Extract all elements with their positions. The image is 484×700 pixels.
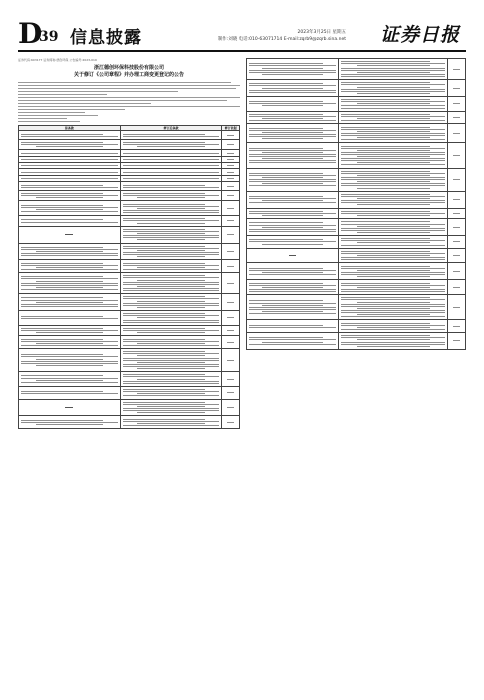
table-row [247, 248, 466, 263]
table-row [19, 190, 240, 201]
section-title: 信息披露 [70, 28, 142, 48]
editor-contact: 制作:刘晓 电话:010-63071714 E-mail:zqrb9@zqrb.sina.net [217, 37, 346, 42]
table-row [19, 182, 240, 190]
table-row [19, 216, 240, 227]
table-row [19, 372, 240, 387]
table-row [19, 201, 240, 216]
table-row [19, 325, 240, 336]
page-number: 39 [39, 29, 59, 45]
company-name: 浙江德创环保科技股份有限公司 [93, 65, 164, 72]
announcement-title [18, 65, 240, 78]
table-row [19, 226, 240, 243]
page-header [18, 17, 466, 50]
table-row [19, 310, 240, 325]
table-row [19, 243, 240, 260]
issue-date: 2023年3月25日 星期五 [297, 30, 346, 35]
amendment-table-left [18, 125, 240, 429]
table-row [247, 295, 466, 320]
announcement-info-line: 证券代码:603177 证券简称:德创环保 公告编号:2023-019 [18, 58, 97, 62]
newspaper-logo: 证券日报 [379, 24, 460, 46]
table-row [247, 96, 466, 111]
amendment-table-right [246, 58, 466, 350]
table-row [19, 260, 240, 273]
table-row [247, 320, 466, 333]
left-column [18, 58, 240, 684]
table-row [19, 131, 240, 139]
table-row [247, 208, 466, 219]
table-row [247, 219, 466, 236]
header-rule [18, 50, 466, 52]
announcement-headline: 关于修订《公司章程》并办理工商变更登记的公告 [73, 71, 184, 78]
table-row [19, 386, 240, 399]
table-header-original: 原条款 [19, 126, 121, 131]
table-row [19, 336, 240, 349]
intro-text-block [18, 82, 240, 122]
table-header-revised: 修订后条款 [120, 126, 222, 131]
table-row [247, 124, 466, 143]
table-row [19, 294, 240, 311]
table-row [247, 332, 466, 349]
table-row [247, 59, 466, 80]
table-header-basis: 修订依据 [222, 126, 240, 131]
table-row [19, 348, 240, 371]
table-row [247, 111, 466, 124]
table-row [19, 139, 240, 150]
table-row [247, 80, 466, 97]
table-row [247, 168, 466, 191]
page-section-letter: D [18, 17, 43, 50]
table-row [247, 263, 466, 280]
table-row [19, 399, 240, 416]
table-row [19, 416, 240, 429]
table-row [247, 191, 466, 208]
table-row [247, 280, 466, 295]
table-row [247, 235, 466, 248]
table-row [247, 143, 466, 168]
right-column [246, 58, 466, 684]
table-row [19, 273, 240, 294]
